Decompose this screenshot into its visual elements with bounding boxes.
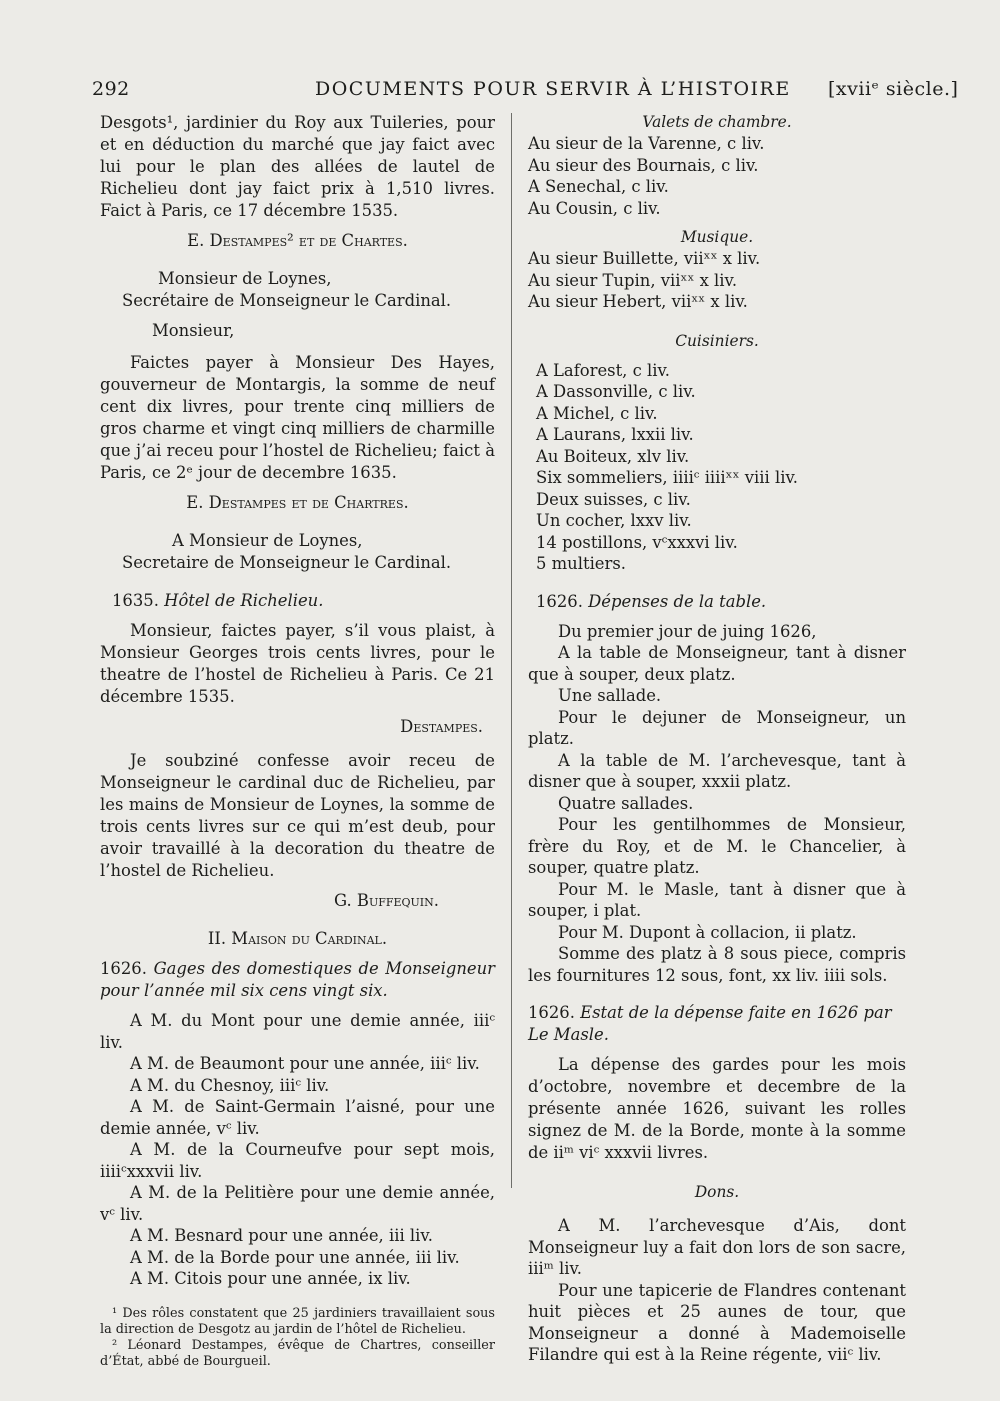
heading-cuisiniers: Cuisiniers. [675,331,759,350]
address-2-title: Secretaire de Monseigneur le Cardinal. [122,553,452,572]
musique-list [528,248,906,313]
list-item: A M. l’archevesque d’Ais, dont Monseigneur luy a fait don lors de son sacre, iiiᵐ liv. [528,1216,906,1278]
century-label: [xviiᵉ siècle.] [828,78,959,100]
column-divider [511,113,512,1188]
paragraph-des-hayes: Faictes payer à Monsieur Des Hayes, gouverneur de Montargis, la somme de neuf cent dix livres, pour trente cinq milliers de gros charme et vingt cinq milliers de charmille que j’ai receu pour l’hostel de Richelieu; faict à Paris, ce 2ᵉ jour de decembre 1635. [100,353,495,482]
list-item: A M. Citois pour une année, ix liv. [130,1269,411,1288]
list-item: Au Cousin, c liv. [528,198,661,218]
paragraph-buffequin: Je soubziné confesse avoir receu de Monseigneur le cardinal duc de Richelieu, par les mains de Monsieur de Loynes, la somme de trois cents livres sur ce qui m’est deub, pour avoir travaillé à la decoration du theatre de l’hostel de Richelieu. [100,751,495,880]
address-1-name: Monsieur de Loynes, [158,269,332,288]
list-item: Six sommeliers, iiiiᶜ iiiiˣˣ viii liv. [536,468,798,487]
gages-title: Gages des domestiques de Monseigneur pour l’année mil six cens vingt six. [100,959,495,1000]
running-title: DOCUMENTS POUR SERVIR À L’HISTOIRE [315,78,791,100]
estat-heading [528,1002,906,1046]
depenses-year: 1626. [536,591,583,611]
paragraph-georges: Monsieur, faictes payer, s’il vous plaist, à Monsieur Georges trois cents livres, pour le theatre de l’hostel de Richelieu à Paris. Ce 21 décembre 1535. [100,621,495,706]
heading-dons: Dons. [694,1183,740,1201]
list-item: A M. de la Borde pour une année, iii liv. [130,1247,460,1267]
page-number: 292 [92,78,130,100]
list-item: A Laforest, c liv. [536,360,670,380]
heading-musique: Musique. [680,228,754,246]
footnote-1: ¹ Des rôles constatent que 25 jardiniers travaillaient sous la direction de Desgotz au jardin de l’hôtel de Richelieu. [100,1305,495,1337]
list-item: Pour une tapicerie de Flandres contenant huit pièces et 25 aunes de tour, que Monseigneur a donné à Mademoiselle Filandre qui est à la Reine régente, viiᶜ liv. [528,1280,906,1364]
list-item: Somme des platz à 8 sous piece, compris les fournitures 12 sous, font, xx liv. iiii sols. [528,944,906,985]
paragraph-desgots: Desgots¹, jardinier du Roy aux Tuileries, pour et en déduction du marché que jay faict avec lui pour le plan des allées de lautel de Richelieu dont jay faict prix à 1,510 livres. Faict à Paris, ce 17 décembre 1535. [100,113,495,220]
entry-title: Hôtel de Richelieu. [164,591,324,610]
depenses-title: Dépenses de la table. [588,591,767,611]
list-item: Pour les gentilhommes de Monsieur, frère du Roy, et de M. le Chancelier, à souper, quatre platz. [528,815,906,877]
estat-title: Estat de la dépense faite en 1626 par Le Masle. [528,1003,892,1044]
valets-list [528,133,906,219]
list-item: 5 multiers. [536,554,626,573]
depenses-heading [528,591,906,613]
gages-heading [100,958,495,1002]
heading-valets: Valets de chambre. [642,113,792,131]
entry-year: 1635. [112,591,159,610]
list-item: A M. de Saint-Germain l’aisné, pour une demie année, vᶜ liv. [100,1097,495,1138]
list-item: Au sieur des Bournais, c liv. [528,155,759,175]
list-item: Au sieur Hebert, viiˣˣ x liv. [528,292,748,311]
dons-list [528,1215,906,1366]
entry-date-1635 [100,590,495,612]
list-item: Au sieur Tupin, viiˣˣ x liv. [528,270,738,290]
gages-list [100,1010,495,1290]
left-column [100,112,495,1370]
list-item: A Michel, c liv. [536,403,658,423]
list-item: A M. du Mont pour une demie année, iiiᶜ liv. [100,1011,495,1052]
list-item: Un cocher, lxxv liv. [536,511,692,530]
footnote-2: ² Léonard Destampes, évêque de Chartres, conseiller d’État, abbé de Bourgueil. [100,1337,495,1369]
list-item: Deux suisses, c liv. [536,489,691,509]
list-item: Pour M. Dupont à collacion, ii platz. [558,922,857,942]
list-item: Quatre sallades. [558,793,694,813]
list-item: A M. du Chesnoy, iiiᶜ liv. [130,1075,330,1095]
signature-destampes-3: Destampes. [400,717,483,736]
section-heading-maison: II. Maison du Cardinal. [207,929,388,948]
signature-destampes-2: E. Destampes et de Chartres. [186,493,409,512]
gages-year: 1626. [100,959,147,978]
depenses-list [528,621,906,987]
list-item: Au sieur Buillette, viiˣˣ x liv. [528,249,761,268]
list-item: A la table de Monseigneur, tant à disner que à souper, deux platz. [528,643,906,684]
list-item: Pour le dejuner de Monseigneur, un platz. [528,707,906,748]
salutation: Monsieur, [152,321,235,340]
list-item: A M. de Beaumont pour une année, iiiᶜ liv. [130,1054,480,1073]
list-item: A M. de la Courneufve pour sept mois, iiiiᶜxxxvii liv. [100,1140,495,1181]
list-item: Pour M. le Masle, tant à disner que à souper, i plat. [528,879,906,920]
list-item: Au sieur de la Varenne, c liv. [528,134,765,153]
list-item: Au Boiteux, xlv liv. [536,446,690,466]
list-item: Du premier jour de juing 1626, [558,621,817,641]
list-item: 14 postillons, vᶜxxxvi liv. [536,532,738,552]
address-2-name: A Monsieur de Loynes, [172,531,363,550]
signature-buffequin: G. Buffequin. [333,891,439,910]
right-column [528,112,906,1366]
signature-destampes-1: E. Destampes² et de Chartes. [187,231,408,250]
list-item: A la table de M. l’archevesque, tant à disner que à souper, xxxii platz. [528,750,906,791]
estat-year: 1626. [528,1003,575,1022]
list-item: A Senechal, c liv. [528,177,669,196]
list-item: A M. de la Pelitière pour une demie année, vᶜ liv. [100,1183,495,1224]
cuisiniers-list [528,360,906,575]
list-item: A Laurans, lxxii liv. [536,425,694,444]
paragraph-gardes: La dépense des gardes pour les mois d’octobre, novembre et decembre de la présente année 1626, suivant les rolles signez de M. de la Borde, monte à la somme de iiᵐ viᶜ xxxvii livres. [528,1055,906,1162]
list-item: A Dassonville, c liv. [536,382,696,401]
list-item: A M. Besnard pour une année, iii liv. [130,1226,433,1245]
list-item: Une sallade. [558,686,662,705]
address-1-title: Secrétaire de Monseigneur le Cardinal. [122,291,452,310]
